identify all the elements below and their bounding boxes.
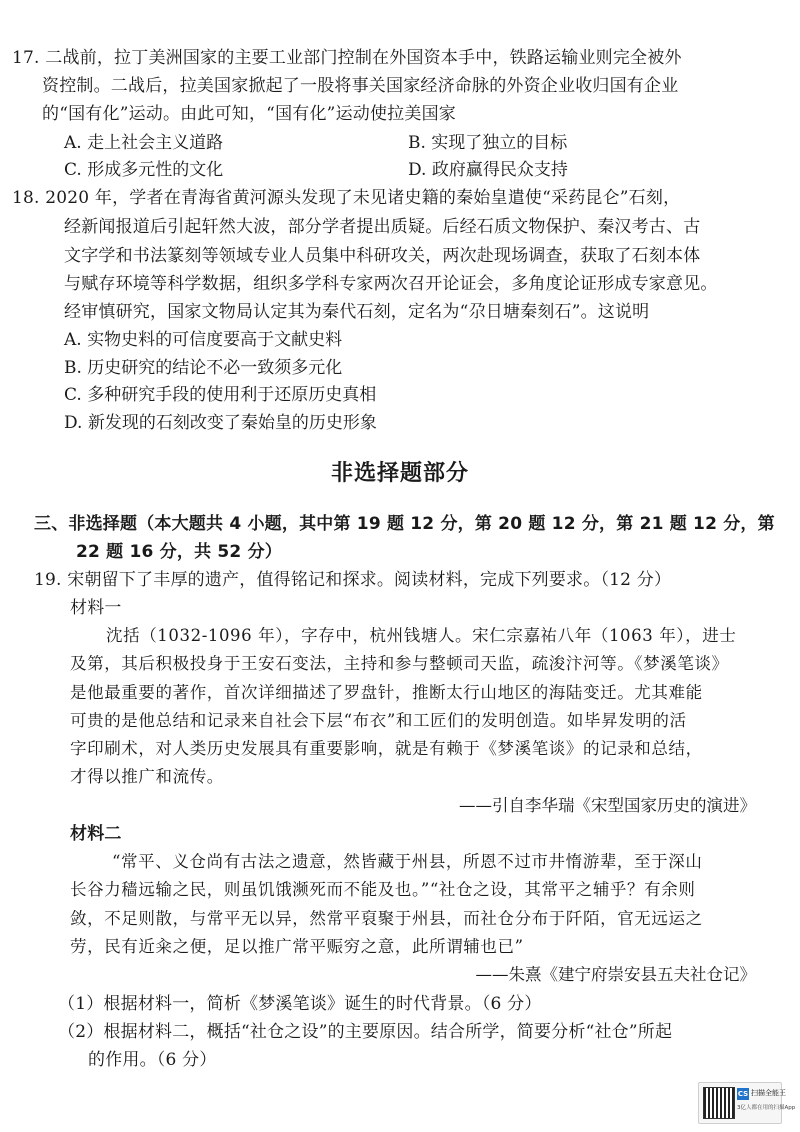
section-header-detail: （本大题共 4 小题，其中第 19 题 12 分，第 20 题 12 分，第 21 题 12 分，第 — [137, 514, 775, 534]
q18-line-2: 经新闻报道后引起轩然大波，部分学者提出质疑。后经石质文物保护、秦汉考古、古 — [64, 217, 701, 237]
section-title: 非选择题部分 — [330, 461, 469, 486]
q17-option-d: D. 政府赢得民众支持 — [408, 160, 568, 180]
q17-line-2: 资控制。二战后，拉美国家掀起了一股将事关国家经济命脉的外资企业收归国有企业 — [42, 76, 679, 96]
camscanner-logo-icon: CS — [737, 1090, 749, 1098]
q19-sub-question-2-line-1: （2）根据材料二，概括“社仓之设”的主要原因。结合所学，简要分析“社仓”所起 — [58, 1022, 673, 1042]
q18-line-4: 与赋存环境等科学数据，组织多学科专家两次召开论证会，多角度论证形成专家意见。 — [64, 274, 718, 294]
q19-m1-line-4: 可贵的是他总结和记录来自社会下层“布衣”和工匠们的发明创造。如毕昇发明的活 — [70, 711, 687, 730]
section-header-line-2: 22 题 16 分，共 52 分） — [76, 542, 282, 562]
q18-line-5: 经审慎研究，国家文物局认定其为秦代石刻，定名为“尕日塘秦刻石”。这说明 — [64, 302, 650, 322]
section-header-label: 三、非选择题 — [34, 514, 138, 534]
q18-option-d: D. 新发现的石刻改变了秦始皇的历史形象 — [64, 413, 377, 433]
q17-line-3: 的“国有化”运动。由此可知，“国有化”运动使拉美国家 — [42, 104, 456, 124]
q19-m1-source: ——引自李华瑞《宋型国家历史的演进》 — [459, 796, 756, 815]
q18-line-3: 文字学和书法篆刻等领域专业人员集中科研攻关，两次赴现场调查，获取了石刻本体 — [64, 246, 701, 266]
q17-line-1: 17. 二战前，拉丁美洲国家的主要工业部门控制在外国资本手中，铁路运输业则完全被外 — [12, 48, 682, 68]
watermark-title: 扫描全能王 — [751, 1089, 786, 1097]
q19-sub-question-2-line-2: 的作用。（6 分） — [88, 1050, 217, 1070]
q19-m1-line-6: 才得以推广和流传。 — [70, 767, 224, 786]
q18-option-a: A. 实物史料的可信度要高于文献史料 — [64, 330, 343, 350]
q19-material-2-label: 材料二 — [70, 824, 122, 844]
q19-m2-line-2: 长谷力穑远输之民，则虽饥饿濒死而不能及也。”“社仓之设，其常平之辅乎？有余则 — [70, 880, 696, 899]
q19-m1-line-3: 是他最重要的著作，首次详细描述了罗盘针，推断太行山地区的海陆变迁。尤其难能 — [70, 683, 703, 702]
section-header — [34, 512, 775, 536]
q17-option-c: C. 形成多元性的文化 — [64, 160, 224, 180]
q19-m1-line-5: 字印刷术，对人类历史发展具有重要影响，就是有赖于《梦溪笔谈》的记录和总结， — [70, 739, 703, 758]
q18-option-b: B. 历史研究的结论不必一致须多元化 — [64, 358, 343, 378]
q19-intro: 19. 宋朝留下了丰厚的遗产，值得铭记和探求。阅读材料，完成下列要求。（12 分） — [34, 570, 672, 590]
q19-material-1-label: 材料一 — [70, 598, 122, 618]
watermark-subtitle: 3亿人都在用的扫描App — [737, 1105, 796, 1111]
q19-m2-line-3: 敛，不足则散，与常平无以异，然常平裒聚于州县，而社仓分布于阡陌，官无远运之 — [70, 909, 703, 928]
q17-option-b: B. 实现了独立的目标 — [408, 133, 568, 153]
q19-m1-line-2: 及第，其后积极投身于王安石变法，主持和参与整顿司天监，疏浚汴河等。《梦溪笔谈》 — [70, 654, 729, 673]
q17-option-a: A. 走上社会主义道路 — [64, 133, 224, 153]
qr-code-icon — [703, 1087, 735, 1119]
q19-sub-question-1: （1）根据材料一，简析《梦溪笔谈》诞生的时代背景。（6 分） — [58, 994, 542, 1014]
q19-m2-source: ——朱熹《建宁府崇安县五夫社仓记》 — [475, 965, 756, 984]
q18-option-c: C. 多种研究手段的使用利于还原历史真相 — [64, 385, 377, 405]
scanner-watermark — [698, 1082, 796, 1124]
q19-m1-line-1: 沈括（1032-1096 年），字存中，杭州钱塘人。宋仁宗嘉祐八年（1063 年），进士 — [106, 626, 737, 645]
q19-m2-line-1: “常平、义仓尚有古法之遗意，然皆藏于州县，所恩不过市井惰游辈，至于深山 — [112, 852, 703, 871]
q19-m2-line-4: 劳，民有近籴之便，足以推广常平赈穷之意，此所谓辅也已” — [70, 937, 524, 956]
q18-line-1: 18. 2020 年，学者在青海省黄河源头发现了未见诸史籍的秦始皇遣使“采药昆仑”石刻， — [12, 188, 681, 208]
